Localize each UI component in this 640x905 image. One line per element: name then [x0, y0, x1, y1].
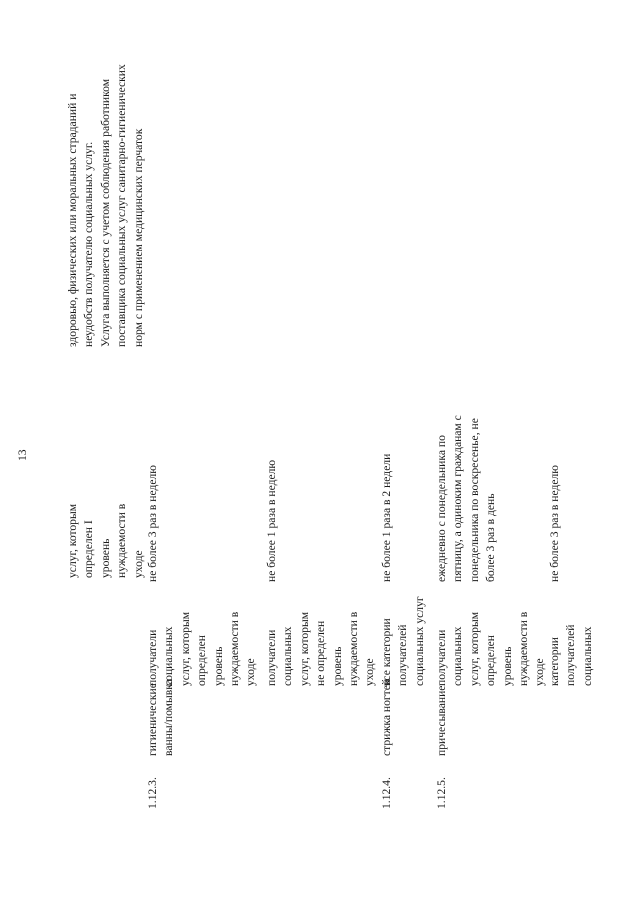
text-line: услуг, которым: [297, 611, 311, 686]
text-line: получатели: [265, 629, 278, 686]
text-line: нуждаемости в: [115, 503, 129, 578]
text-line: услуг, которым: [66, 503, 79, 578]
text-line: получателей: [396, 624, 410, 686]
text-line: Услуга выполняется с учетом соблюдения работником: [98, 78, 112, 347]
text-line: гигиенические: [146, 683, 159, 756]
recipient-category: [264, 612, 379, 686]
text-line: неудобств получателю социальных услуг.: [82, 141, 96, 347]
text-line: понедельника по воскресенье, не: [467, 418, 481, 582]
continuation-note: [65, 64, 147, 347]
text-line: нуждаемости в: [517, 611, 531, 686]
text-line: социальных услуг: [412, 596, 426, 686]
text-line: уходе: [131, 550, 145, 578]
text-line: уровень: [500, 646, 514, 686]
service-number: 1.12.4.: [380, 777, 393, 809]
text-line: не более 3 раз в неделю: [548, 465, 561, 582]
text-line: ежедневно с понедельника по: [435, 435, 448, 582]
text-line: социальных: [162, 626, 176, 686]
recipient-category: [547, 625, 596, 686]
text-line: норм с применением медицинских перчаток: [131, 128, 145, 347]
text-line: уходе: [244, 658, 258, 686]
text-line: все категории: [380, 618, 393, 686]
text-line: не более 1 раза в 2 недели: [380, 453, 393, 582]
service-number: 1.12.3.: [146, 777, 159, 809]
text-line: услуг, которым: [467, 611, 481, 686]
text-line: определен: [484, 635, 498, 686]
frequency: [547, 465, 563, 582]
text-line: ванны/помывка: [162, 679, 176, 756]
recipient-category: [379, 596, 428, 686]
text-line: уходе: [533, 658, 547, 686]
service-name: [434, 686, 450, 756]
text-line: нуждаемости в: [228, 611, 242, 686]
text-line: определен: [195, 635, 209, 686]
service-name: [379, 679, 395, 756]
recipient-category: [434, 612, 549, 686]
text-line: нуждаемости в: [347, 611, 361, 686]
frequency: [264, 460, 280, 582]
text-line: получателей: [564, 624, 578, 686]
text-line: уровень: [98, 538, 112, 578]
text-line: причесывание: [435, 685, 448, 756]
continuation-recipient: [65, 504, 147, 578]
frequency: [379, 454, 395, 582]
frequency: [145, 465, 161, 582]
text-line: получатели: [435, 629, 448, 686]
text-line: услуг, которым: [178, 611, 192, 686]
text-line: стрижка ногтей: [380, 678, 393, 756]
text-line: социальных: [580, 626, 594, 686]
text-line: уровень: [330, 646, 344, 686]
text-line: не более 1 раза в неделю: [265, 459, 278, 582]
text-line: уровень: [211, 646, 225, 686]
text-line: не более 3 раз в неделю: [146, 465, 159, 582]
service-name: [145, 679, 178, 756]
page-number: 13: [16, 449, 29, 461]
text-line: более 3 раз в день: [484, 493, 498, 582]
service-number: 1.12.5.: [435, 777, 448, 809]
text-line: определен I: [82, 520, 96, 578]
recipient-category: [145, 612, 260, 686]
text-line: получатели: [146, 629, 159, 686]
text-line: поставщика социальных услуг санитарно-гигиенических: [115, 64, 129, 347]
text-line: социальных: [451, 626, 465, 686]
frequency: [434, 415, 500, 582]
text-line: категории: [548, 637, 561, 686]
text-line: не определен: [314, 620, 328, 686]
text-line: уходе: [363, 658, 377, 686]
text-line: здоровью, физических или моральных страданий и: [66, 93, 79, 347]
text-line: пятницу, а одиноким гражданам с: [451, 415, 465, 582]
text-line: социальных: [281, 626, 295, 686]
